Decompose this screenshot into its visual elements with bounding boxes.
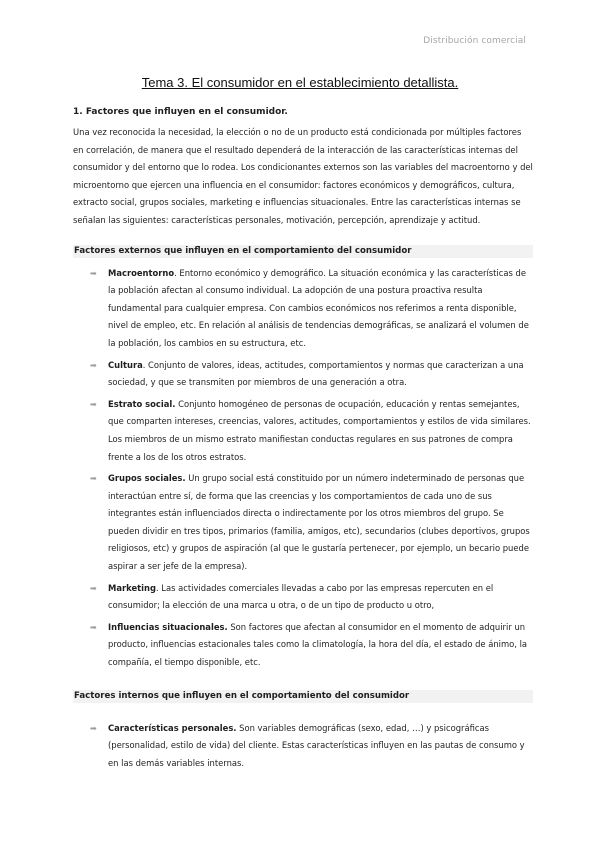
list-item [90,470,533,576]
item-term: Influencias situacionales. [108,621,228,632]
list-item [90,619,533,672]
list-item [90,357,533,392]
item-term: Marketing [108,582,156,593]
item-term: Características personales. [108,722,237,733]
list-item [90,580,533,615]
document-header: Distribución comercial [423,36,526,46]
item-text: Conjunto homogéneo de personas de ocupación, educación y rentas semejantes, que comparten intereses, creencias, valores, actitudes, comportamientos y estilos de vida similares. Los miembros de un mismo estrato manifiestan conductas regulares en sus patrones de compra frente a los de los otros estratos. [108,398,531,462]
item-term: Cultura [108,359,143,370]
item-term: Macroentorno [108,267,175,278]
arrow-icon: ➡ [90,399,97,409]
item-term: Estrato social. [108,398,176,409]
internal-factors-heading: Factores internos que influyen en el comportamiento del consumidor [73,690,533,703]
arrow-icon: ➡ [90,583,97,593]
page-title: Tema 3. El consumidor en el establecimiento detallista. [141,75,459,90]
arrow-icon: ➡ [90,474,97,484]
document-body [73,100,533,772]
item-text: . Conjunto de valores, ideas, actitudes, comportamientos y normas que caracterizan a una sociedad, y que se transmiten por miembros de una generación a otra. [108,359,524,388]
item-text: Un grupo social está constituido por un número indeterminado de personas que interactúan entre sí, de forma que las creencias y los comportamientos de cada uno de sus integrantes están influenciados directa o indirectamente por los otros miembros del grupo. Se pueden dividir en tres tipos, primarios (familia, amigos, etc), secundarios (clubes deportivos, grupos religiosos, etc) y grupos de aspiración (al que le gustaría pertenecer, por ejemplo, un becario puede aspirar a ser jefe de la empresa). [108,473,530,572]
item-text: . Entorno económico y demográfico. La situación económica y las características de la población afectan al consumo individual. La adopción de una postura proactiva resulta fundamental para cualquier empresa. Con cambios económicos nos referimos a renta disponible, nivel de empleo, etc. En relación al análisis de tendencias demográficas, se analizará el volumen de la población, los cambios en su estructura, etc. [108,267,529,348]
arrow-icon: ➡ [90,268,97,278]
item-text: . Las actividades comerciales llevadas a cabo por las empresas repercuten en el consumidor; la elección de una marca u otra, o de un tipo de producto u otro, [108,582,494,611]
item-term: Grupos sociales. [108,473,186,484]
item-text: Son factores que afectan al consumidor en el momento de adquirir un producto, influencias estacionales tales como la climatología, la hora del día, el estado de ánimo, la compañía, el tiempo disponible, etc. [108,621,528,668]
list-item [90,396,533,466]
external-factors-list [73,265,533,672]
arrow-icon: ➡ [90,723,97,733]
internal-factors-list [73,720,533,773]
section-heading: 1. Factores que influyen en el consumidor. [73,107,288,117]
arrow-icon: ➡ [90,622,97,632]
list-item [90,720,533,773]
list-item [90,265,533,353]
item-text: Son variables demográficas (sexo, edad, …) y psicográficas (personalidad, estilo de vida) del cliente. Estas características influyen en las pautas de consumo y en las demás variables internas. [108,722,525,768]
external-factors-heading: Factores externos que influyen en el comportamiento del consumidor [73,245,533,258]
arrow-icon: ➡ [90,360,97,370]
intro-paragraph: Una vez reconocida la necesidad, la elección o no de un producto está condicionada por múltiples factores en correlación, de manera que el resultado dependerá de la interacción de las características internas del consumidor y del entorno que lo rodea. Los condicionantes externos son las variables del macroentorno y del microentorno que ejercen una influencia en el consumidor: factores económicos y demográficos, cultura, extracto social, grupos sociales, marketing e influencias situacionales. Entre las características internas se señalan las siguientes: características personales, motivación, percepción, aprendizaje y actitud. [73,127,533,225]
